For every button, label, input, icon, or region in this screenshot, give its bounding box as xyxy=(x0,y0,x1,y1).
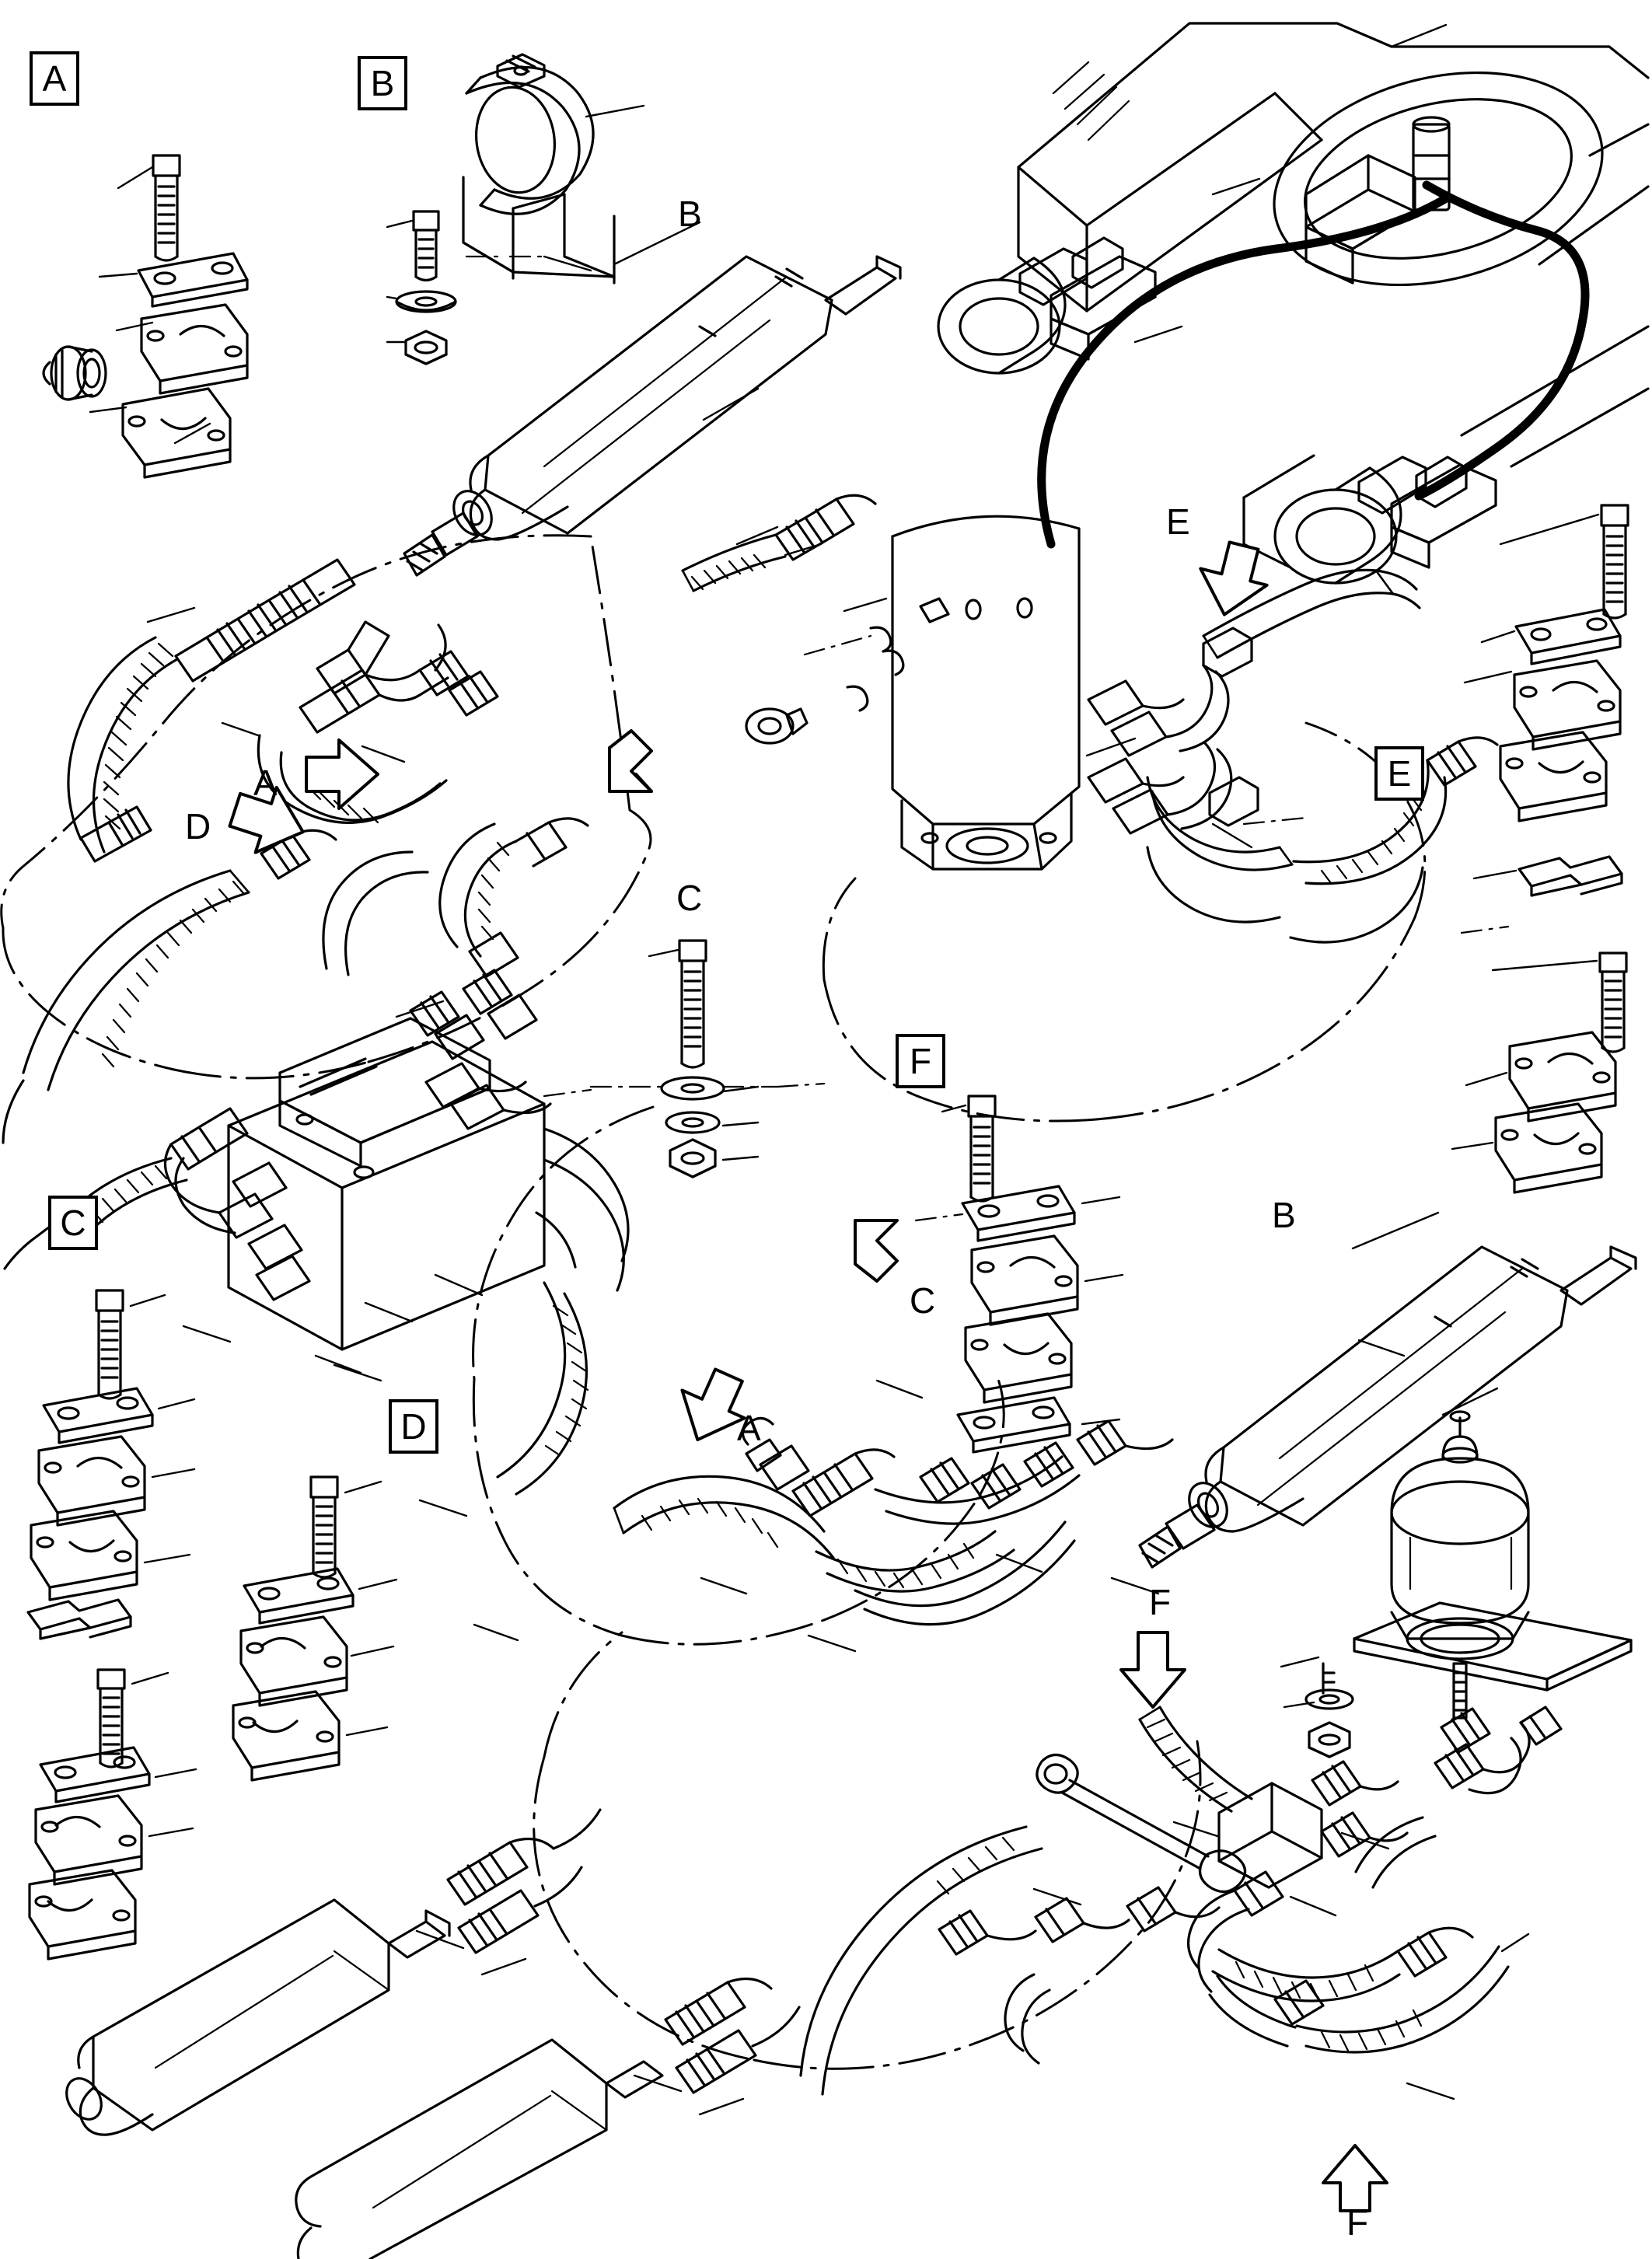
callout-f-mid: F xyxy=(1149,1582,1172,1622)
callout-e-arrow: E xyxy=(1166,501,1190,542)
arrow-C-upper xyxy=(609,731,651,791)
section-label-a: A xyxy=(30,51,79,106)
section-label-f: F xyxy=(896,1034,945,1088)
arrow-C-lower xyxy=(855,1220,897,1281)
callout-c-upper: C xyxy=(676,878,703,918)
arrow-F-bottom xyxy=(1323,2146,1387,2211)
callout-d-arrow: D xyxy=(185,806,211,847)
section-label-e: E xyxy=(1374,746,1424,801)
section-label-c: C xyxy=(48,1196,98,1250)
callout-c-lower: C xyxy=(910,1280,936,1321)
callout-b-lower: B xyxy=(1272,1195,1296,1235)
arrow-E xyxy=(1191,537,1275,623)
section-label-d: D xyxy=(389,1399,438,1454)
callout-a-lower: A xyxy=(737,1408,761,1448)
callout-b-upper: B xyxy=(678,194,702,234)
callout-f-bottom: F xyxy=(1346,2202,1369,2243)
section-label-b: B xyxy=(358,56,407,110)
arrow-A-upper xyxy=(306,740,378,808)
callout-a-upper: A xyxy=(253,763,278,803)
arrow-F-mid xyxy=(1121,1632,1185,1707)
